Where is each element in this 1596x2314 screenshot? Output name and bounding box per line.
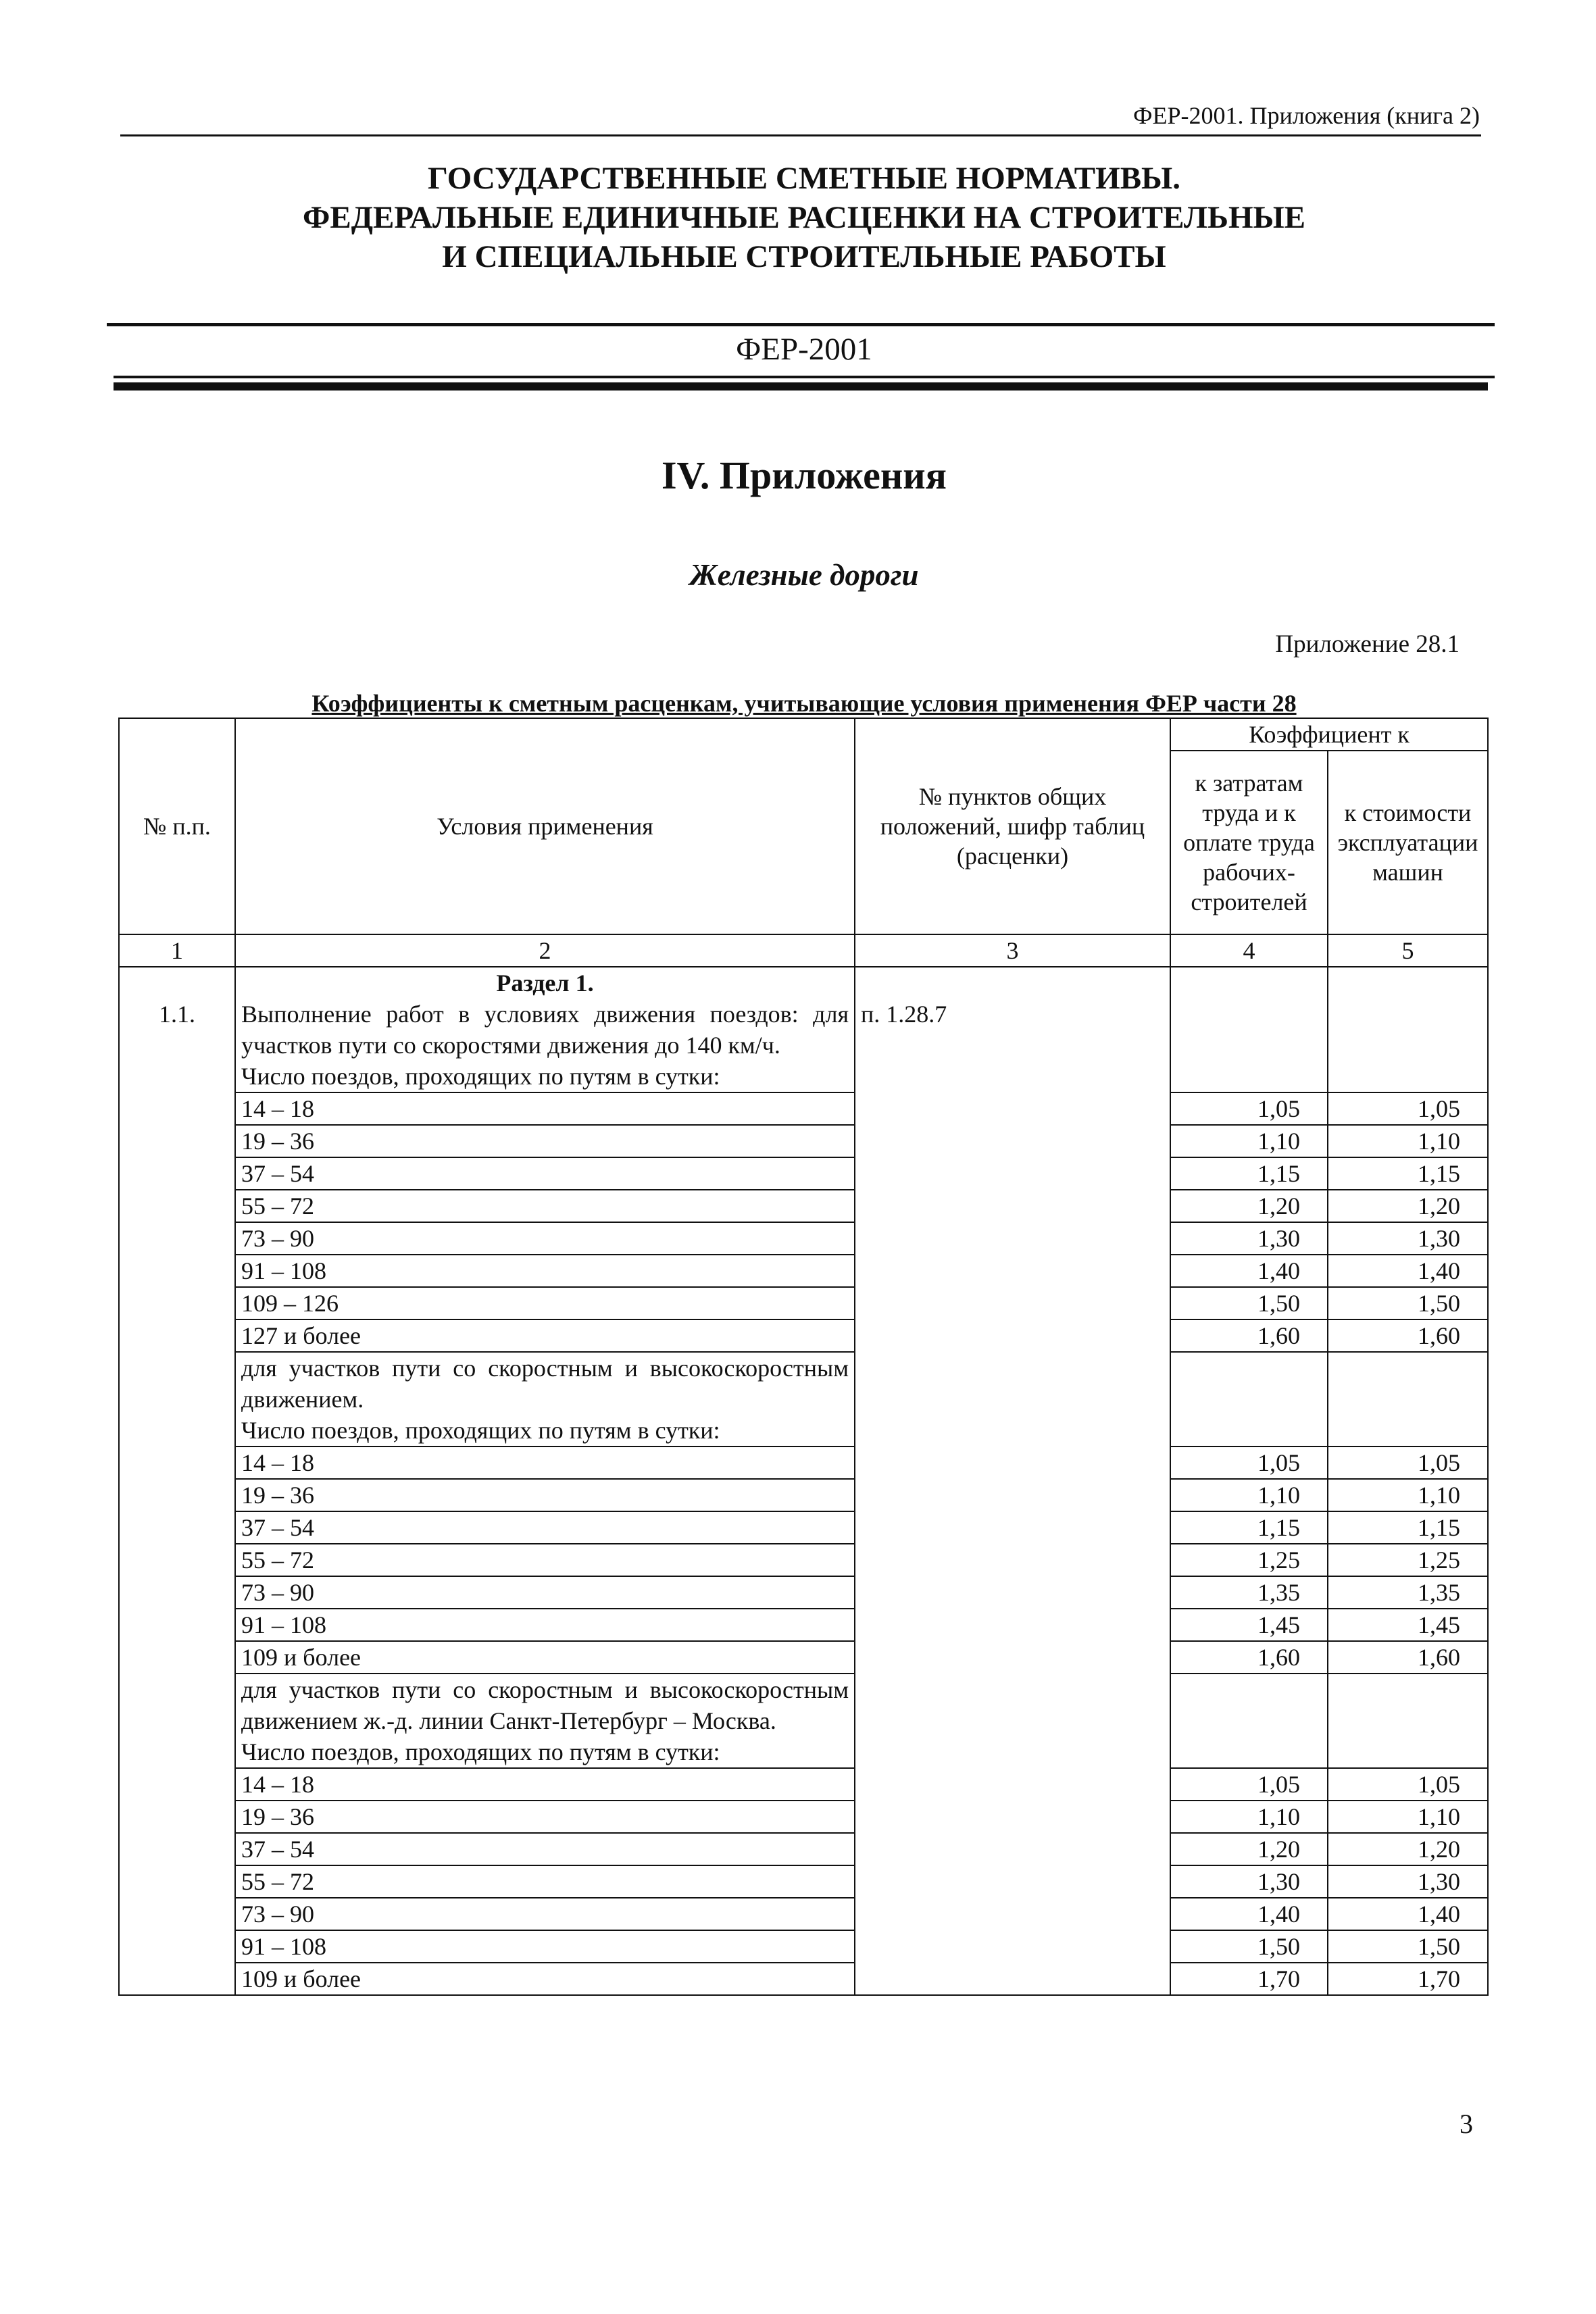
labor-coef: 1,15: [1170, 1511, 1328, 1544]
labor-coef: 1,60: [1170, 1319, 1328, 1352]
range-cell: 37 – 54: [235, 1511, 855, 1544]
table-row: [119, 1768, 1488, 1801]
labor-coef: 1,70: [1170, 1963, 1328, 1995]
machines-coef: 1,05: [1328, 1447, 1488, 1479]
labor-coef: 1,50: [1170, 1930, 1328, 1963]
appendix-label: Приложение 28.1: [1275, 630, 1460, 658]
coef-blank: [1328, 1674, 1488, 1768]
machines-coef: 1,50: [1328, 1930, 1488, 1963]
table-row: [119, 1157, 1488, 1190]
section-subtitle: Железные дороги: [689, 558, 919, 592]
labor-coef: 1,20: [1170, 1833, 1328, 1865]
table-row: [119, 1865, 1488, 1898]
range-cell: 37 – 54: [235, 1833, 855, 1865]
range-cell: 55 – 72: [235, 1544, 855, 1576]
labor-coef: 1,30: [1170, 1222, 1328, 1255]
machines-coef: 1,30: [1328, 1865, 1488, 1898]
trains-label: Число поездов, проходящих по путям в сутки:: [241, 1417, 720, 1444]
machines-coef: 1,25: [1328, 1544, 1488, 1576]
table-row: [119, 1930, 1488, 1963]
table-row: [119, 1092, 1488, 1125]
coef-blank: [1170, 1352, 1328, 1447]
machines-coef: 1,15: [1328, 1511, 1488, 1544]
title-rule-lower-thin: [114, 376, 1495, 378]
table-row: [119, 1833, 1488, 1865]
labor-coef: 1,40: [1170, 1255, 1328, 1287]
item-ref-cell: [855, 967, 1170, 1995]
range-cell: 91 – 108: [235, 1609, 855, 1641]
machines-coef: 1,70: [1328, 1963, 1488, 1995]
machines-coef: 1,40: [1328, 1255, 1488, 1287]
range-cell: 19 – 36: [235, 1125, 855, 1157]
machines-coef: 1,50: [1328, 1287, 1488, 1319]
labor-coef: 1,60: [1170, 1641, 1328, 1674]
header-coef-machines: к стоимости эксплуатации машин: [1328, 751, 1488, 934]
labor-coef: 1,10: [1170, 1479, 1328, 1511]
page-number: 3: [1460, 2109, 1473, 2139]
table-row: [119, 1576, 1488, 1609]
header-coef-labor: к затратам труда и к оплате труда рабочих-строителей: [1170, 751, 1328, 934]
range-cell: 127 и более: [235, 1319, 855, 1352]
labor-coef: 1,30: [1170, 1865, 1328, 1898]
coef-blank: [1328, 967, 1488, 1092]
item-ref: п. 1.28.7: [861, 1001, 947, 1028]
header-rule: [120, 134, 1481, 136]
range-cell: 91 – 108: [235, 1255, 855, 1287]
title-rule-upper: [107, 323, 1495, 326]
range-cell: 109 и более: [235, 1641, 855, 1674]
machines-coef: 1,40: [1328, 1898, 1488, 1930]
range-cell: 73 – 90: [235, 1222, 855, 1255]
range-cell: 55 – 72: [235, 1190, 855, 1222]
table-row: [119, 1898, 1488, 1930]
labor-coef: 1,25: [1170, 1544, 1328, 1576]
range-cell: 109 – 126: [235, 1287, 855, 1319]
machines-coef: 1,35: [1328, 1576, 1488, 1609]
column-number: 4: [1170, 934, 1328, 967]
coefficients-table: [118, 718, 1489, 1996]
table-row: [119, 1544, 1488, 1576]
column-number: 2: [235, 934, 855, 967]
machines-coef: 1,20: [1328, 1833, 1488, 1865]
table-row: [119, 1125, 1488, 1157]
coef-blank: [1328, 1352, 1488, 1447]
column-number: 5: [1328, 934, 1488, 967]
trains-label: Число поездов, проходящих по путям в сутки:: [241, 1738, 720, 1765]
document-title: [101, 159, 1507, 276]
header-conditions: Условия применения: [235, 718, 855, 934]
running-head: ФЕР-2001. Приложения (книга 2): [1133, 102, 1480, 129]
table-row: [119, 1511, 1488, 1544]
range-cell: 37 – 54: [235, 1157, 855, 1190]
header-items: № пунктов общих положений, шифр таблиц (расценки): [855, 718, 1170, 934]
machines-coef: 1,30: [1328, 1222, 1488, 1255]
coef-blank: [1170, 967, 1328, 1092]
range-cell: 14 – 18: [235, 1447, 855, 1479]
trains-label: Число поездов, проходящих по путям в сутки:: [241, 1063, 720, 1090]
title-line-2: ФЕДЕРАЛЬНЫЕ ЕДИНИЧНЫЕ РАСЦЕНКИ НА СТРОИТЕЛЬНЫЕ: [302, 200, 1305, 235]
group-intro: для участков пути со скоростным и высокоскоростным движением.: [241, 1355, 849, 1413]
group-intro-cell: [235, 967, 855, 1092]
labor-coef: 1,10: [1170, 1125, 1328, 1157]
labor-coef: 1,45: [1170, 1609, 1328, 1641]
table-row: [119, 1479, 1488, 1511]
labor-coef: 1,50: [1170, 1287, 1328, 1319]
table-row: [119, 1255, 1488, 1287]
table-row: [119, 1190, 1488, 1222]
table-caption: Коэффициенты к сметным расценкам, учитывающие условия применения ФЕР части 28: [311, 690, 1297, 717]
machines-coef: 1,10: [1328, 1479, 1488, 1511]
section-title: IV. Приложения: [661, 453, 947, 497]
machines-coef: 1,10: [1328, 1801, 1488, 1833]
title-rule-lower-thick: [114, 382, 1488, 391]
range-cell: 19 – 36: [235, 1479, 855, 1511]
title-line-3: И СПЕЦИАЛЬНЫЕ СТРОИТЕЛЬНЫЕ РАБОТЫ: [442, 239, 1166, 274]
table-row: [119, 1641, 1488, 1674]
table-row: [119, 1319, 1488, 1352]
coef-blank: [1170, 1674, 1328, 1768]
range-cell: 19 – 36: [235, 1801, 855, 1833]
group-intro-cell: [235, 1674, 855, 1768]
machines-coef: 1,60: [1328, 1319, 1488, 1352]
table-row: [119, 1447, 1488, 1479]
labor-coef: 1,05: [1170, 1447, 1328, 1479]
document-code: ФЕР-2001: [736, 332, 872, 367]
section-label: Раздел 1.: [496, 970, 594, 997]
table-row: [119, 1222, 1488, 1255]
range-cell: 109 и более: [235, 1963, 855, 1995]
labor-coef: 1,10: [1170, 1801, 1328, 1833]
labor-coef: 1,05: [1170, 1092, 1328, 1125]
group-intro-cell: [235, 1352, 855, 1447]
machines-coef: 1,20: [1328, 1190, 1488, 1222]
range-cell: 14 – 18: [235, 1768, 855, 1801]
labor-coef: 1,35: [1170, 1576, 1328, 1609]
header-coef-group: Коэффициент к: [1170, 718, 1488, 751]
machines-coef: 1,15: [1328, 1157, 1488, 1190]
machines-coef: 1,05: [1328, 1092, 1488, 1125]
item-number-cell: [119, 967, 235, 1995]
header-num: № п.п.: [119, 718, 235, 934]
range-cell: 73 – 90: [235, 1898, 855, 1930]
labor-coef: 1,15: [1170, 1157, 1328, 1190]
table-row: [119, 1287, 1488, 1319]
machines-coef: 1,10: [1328, 1125, 1488, 1157]
group-intro: Выполнение работ в условиях движения поездов: для участков пути со скоростями движения до 140 км/ч.: [241, 1001, 849, 1059]
column-number: 3: [855, 934, 1170, 967]
table-row: [119, 1963, 1488, 1995]
range-cell: 73 – 90: [235, 1576, 855, 1609]
group-intro: для участков пути со скоростным и высокоскоростным движением ж.-д. линии Санкт-Петербург – Москва.: [241, 1676, 849, 1734]
range-cell: 91 – 108: [235, 1930, 855, 1963]
machines-coef: 1,60: [1328, 1641, 1488, 1674]
range-cell: 14 – 18: [235, 1092, 855, 1125]
column-number: 1: [119, 934, 235, 967]
table-row: [119, 1801, 1488, 1833]
machines-coef: 1,45: [1328, 1609, 1488, 1641]
table-row: [119, 1609, 1488, 1641]
range-cell: 55 – 72: [235, 1865, 855, 1898]
title-line-1: ГОСУДАРСТВЕННЫЕ СМЕТНЫЕ НОРМАТИВЫ.: [428, 161, 1180, 196]
labor-coef: 1,40: [1170, 1898, 1328, 1930]
machines-coef: 1,05: [1328, 1768, 1488, 1801]
labor-coef: 1,20: [1170, 1190, 1328, 1222]
item-number: 1.1.: [159, 1001, 195, 1028]
labor-coef: 1,05: [1170, 1768, 1328, 1801]
